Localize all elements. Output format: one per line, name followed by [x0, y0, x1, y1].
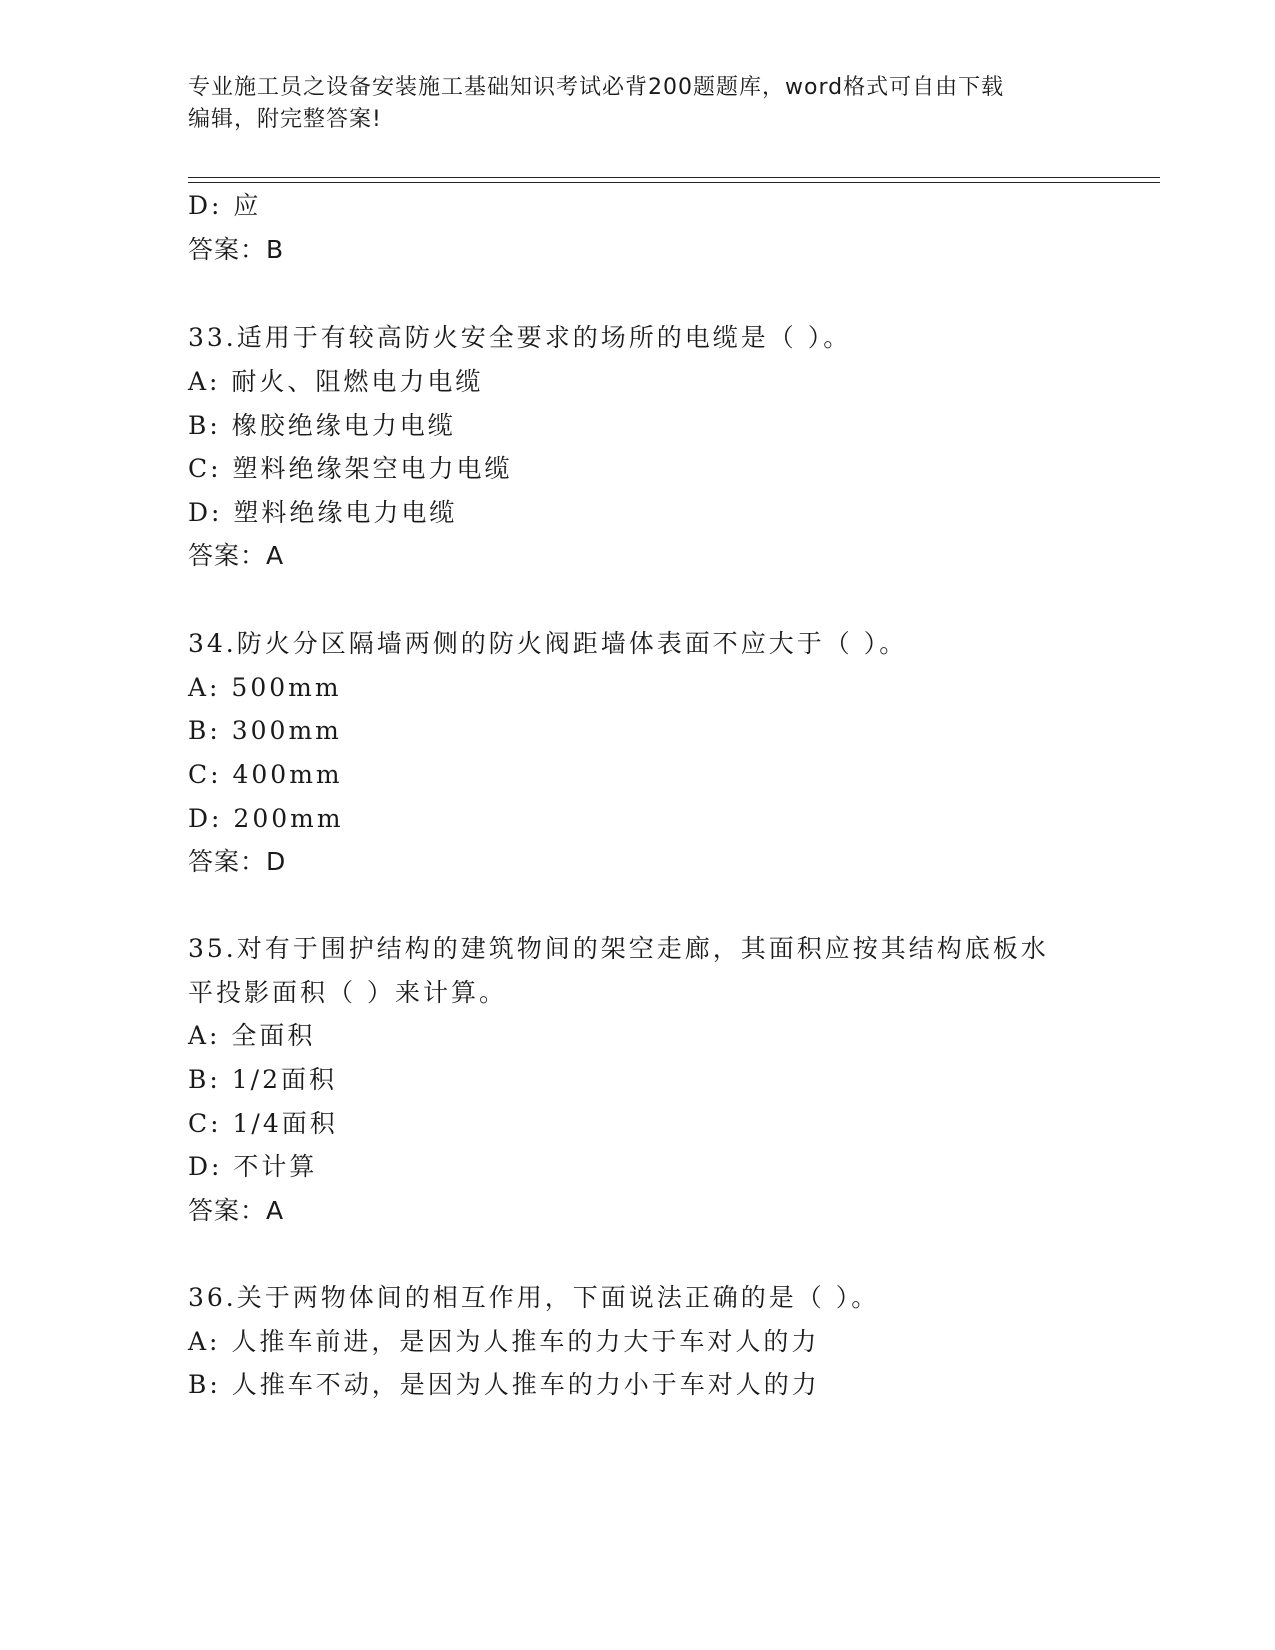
question-34-stem: 34.防火分区隔墙两侧的防火阀距墙体表面不应大于（ ）。 [188, 629, 908, 658]
question-35-option-d: D: 不计算 [188, 1152, 318, 1181]
header-title-line-2: 编辑，附完整答案! [188, 107, 382, 132]
question-35-answer: 答案：A [188, 1196, 285, 1225]
question-34-option-b: B: 300mm [188, 716, 342, 745]
question-33-option-d: D: 塑料绝缘电力电缆 [188, 498, 458, 527]
question-33-answer: 答案：A [188, 541, 285, 570]
question-35-option-b: B: 1/2面积 [188, 1065, 337, 1094]
question-35-option-c: C: 1/4面积 [188, 1109, 338, 1138]
question-34-answer: 答案：D [188, 847, 287, 876]
question-34-option-c: C: 400mm [188, 760, 343, 789]
header-title-line-1: 专业施工员之设备安装施工基础知识考试必背200题题库，word格式可自由下载 [188, 75, 1005, 100]
question-33-option-a: A: 耐火、阻燃电力电缆 [188, 367, 484, 396]
header-divider-bottom [188, 182, 1160, 183]
question-36-stem: 36.关于两物体间的相互作用，下面说法正确的是（ ）。 [188, 1283, 880, 1312]
question-33-option-b: B: 橡胶绝缘电力电缆 [188, 411, 456, 440]
question-33-option-c: C: 塑料绝缘架空电力电缆 [188, 454, 513, 483]
prev-option-d: D: 应 [188, 191, 262, 220]
question-35-stem-line-1: 35.对有于围护结构的建筑物间的架空走廊，其面积应按其结构底板水 [188, 934, 1049, 963]
question-35-option-a: A: 全面积 [188, 1021, 316, 1050]
question-35-stem-line-2: 平投影面积（ ）来计算。 [188, 978, 507, 1007]
document-header [188, 72, 1068, 136]
question-33-stem: 33.适用于有较高防火安全要求的场所的电缆是（ ）。 [188, 323, 852, 352]
prev-answer: 答案：B [188, 235, 285, 264]
question-34-option-d: D: 200mm [188, 804, 344, 833]
header-divider-top [188, 177, 1160, 178]
question-34-option-a: A: 500mm [188, 673, 342, 702]
question-36-option-b: B: 人推车不动，是因为人推车的力小于车对人的力 [188, 1370, 820, 1399]
question-36-option-a: A: 人推车前进，是因为人推车的力大于车对人的力 [188, 1327, 820, 1356]
